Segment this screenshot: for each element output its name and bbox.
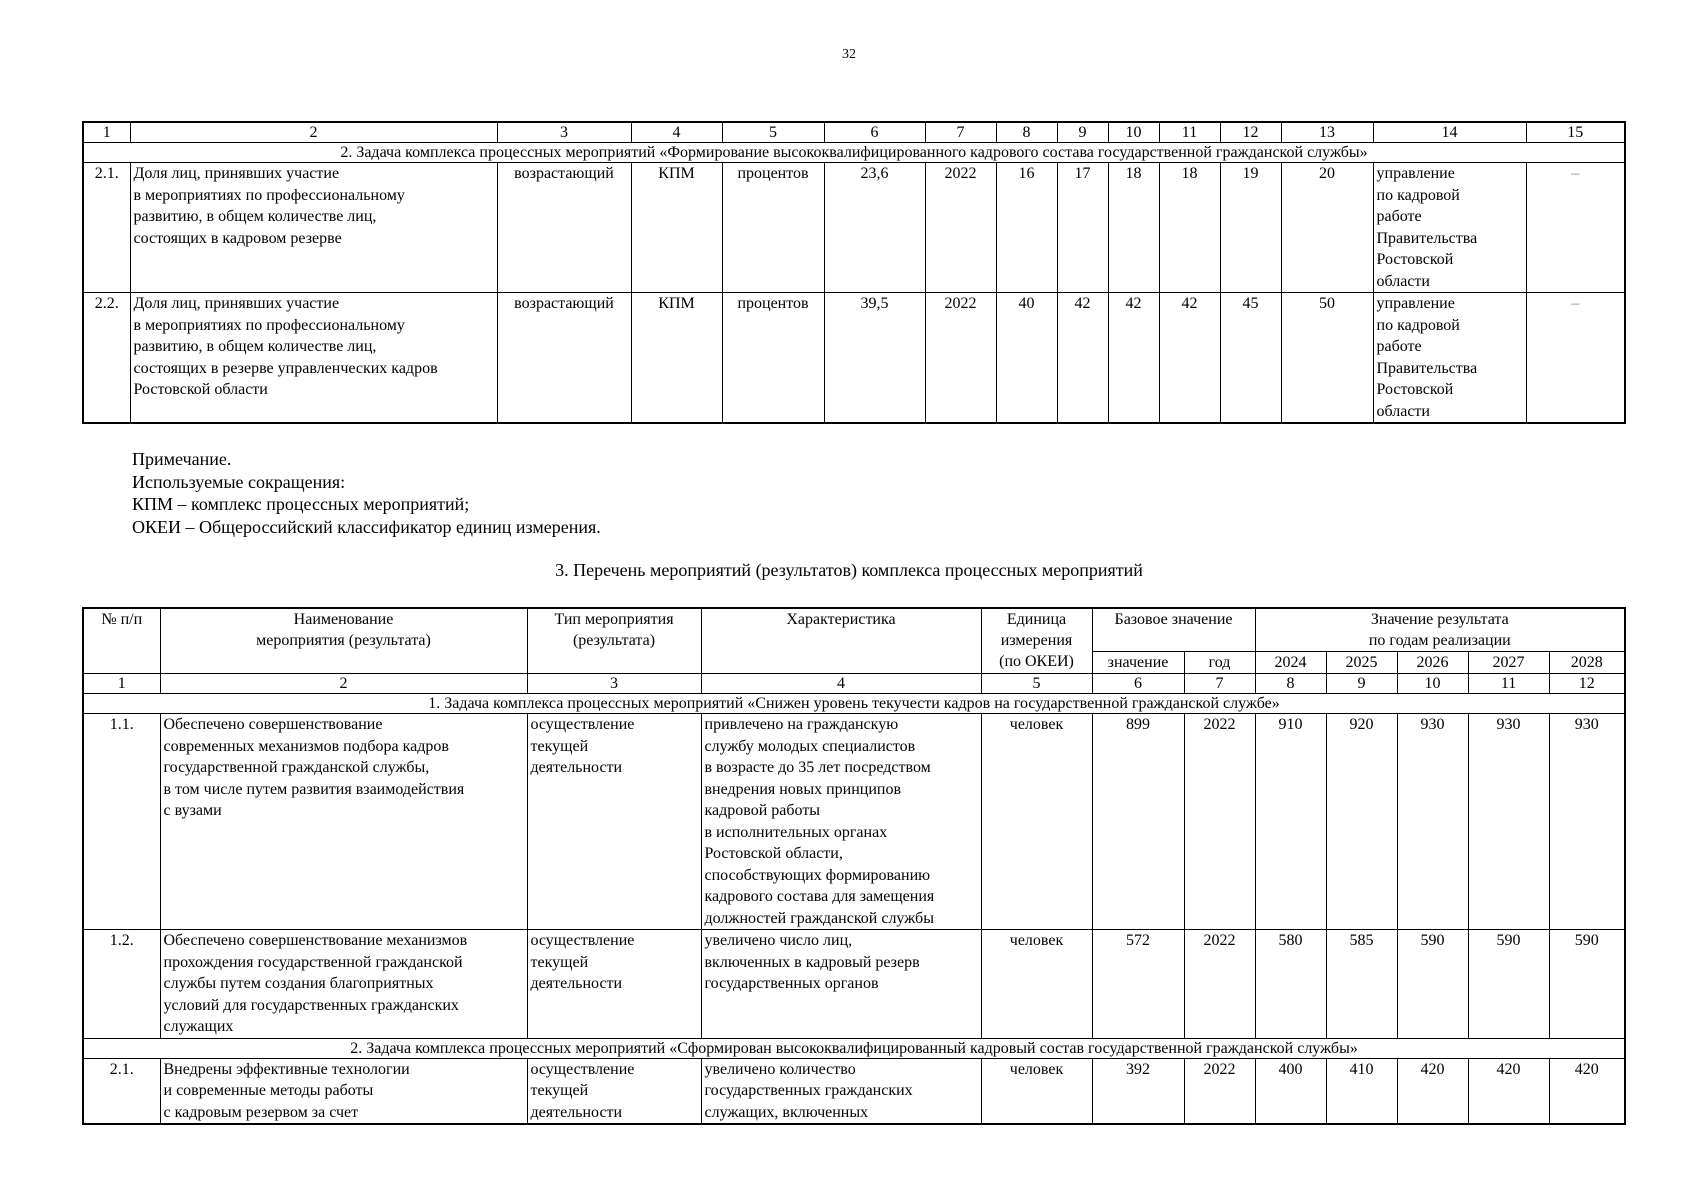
row-number: 2.1. — [83, 1058, 160, 1124]
base-value: 23,6 — [824, 163, 925, 293]
abbreviation-okei: ОКЕИ – Общероссийский классификатор единиц измерения. — [132, 516, 601, 537]
type: КПМ — [631, 163, 722, 293]
responsible: управление по кадровой работе Правительства Ростовской области — [1373, 163, 1526, 293]
column-15: – — [1526, 293, 1625, 424]
header-base: Базовое значение — [1092, 608, 1255, 652]
column-number: 10 — [1108, 122, 1159, 143]
table-row — [83, 163, 1625, 293]
value-2028: 420 — [1549, 1058, 1625, 1124]
value: 50 — [1281, 293, 1373, 424]
value: 42 — [1108, 293, 1159, 424]
column-number: 3 — [497, 122, 631, 143]
indicator-name: Доля лиц, принявших участие в мероприятиях по профессиональному развитию, в общем количестве лиц, состоящих в кадровом резерве — [130, 163, 497, 293]
header-year: 2028 — [1549, 652, 1625, 674]
column-number: 1 — [83, 122, 130, 143]
page-number: 32 — [842, 47, 856, 62]
activity-type: осуществление текущей деятельности — [527, 714, 701, 930]
header-characteristic: Характеристика — [701, 608, 981, 674]
abbreviation-kpm: КПМ – комплекс процессных мероприятий; — [132, 494, 470, 514]
value: 17 — [1057, 163, 1108, 293]
column-number: 6 — [824, 122, 925, 143]
table-row — [83, 1058, 1625, 1124]
header-base-value: значение — [1092, 652, 1184, 674]
activity-type: осуществление текущей деятельности — [527, 930, 701, 1039]
column-number: 13 — [1281, 122, 1373, 143]
indicator-name: Доля лиц, принявших участие в мероприятиях по профессиональному развитию, в общем количестве лиц, состоящих в резерве управленческих кадров Ростовской области — [130, 293, 497, 424]
header-unit: Единица измерения (по ОКЕИ) — [981, 608, 1092, 674]
header-type: Тип мероприятия (результата) — [527, 608, 701, 674]
unit: человек — [981, 714, 1092, 930]
header-year: 2025 — [1326, 652, 1397, 674]
value-2024: 910 — [1255, 714, 1326, 930]
unit: процентов — [722, 293, 824, 424]
base-year: 2022 — [1184, 714, 1255, 930]
column-number: 5 — [981, 674, 1092, 694]
value: 42 — [1159, 293, 1220, 424]
value-2028: 590 — [1549, 930, 1625, 1039]
table-row — [83, 293, 1625, 424]
base-year: 2022 — [1184, 1058, 1255, 1124]
value-2026: 420 — [1397, 1058, 1468, 1124]
base-value: 899 — [1092, 714, 1184, 930]
value: 45 — [1220, 293, 1281, 424]
value-2026: 930 — [1397, 714, 1468, 930]
column-number: 11 — [1159, 122, 1220, 143]
column-15: – — [1526, 163, 1625, 293]
value-2027: 420 — [1468, 1058, 1549, 1124]
base-value: 572 — [1092, 930, 1184, 1039]
column-number: 9 — [1057, 122, 1108, 143]
value: 40 — [996, 293, 1057, 424]
indicators-table — [82, 121, 1626, 424]
value-2027: 930 — [1468, 714, 1549, 930]
value-2028: 930 — [1549, 714, 1625, 930]
column-number: 1 — [83, 674, 160, 694]
task-heading-row — [83, 1038, 1625, 1058]
column-number: 10 — [1397, 674, 1468, 694]
column-number: 11 — [1468, 674, 1549, 694]
column-number: 12 — [1549, 674, 1625, 694]
characteristic: привлечено на гражданскую службу молодых специалистов в возрасте до 35 лет посредством внедрения новых принципов кадровой работы в исполнительных органах Ростовской области, способствующих формированию кадрового состава для замещения должностей гражданской службы — [701, 714, 981, 930]
task-heading: 2. Задача комплекса процессных мероприятий «Формирование высококвалифицированного кадрового состава государственной гражданской службы» — [83, 143, 1625, 163]
column-number: 7 — [1184, 674, 1255, 694]
type: КПМ — [631, 293, 722, 424]
column-number: 12 — [1220, 122, 1281, 143]
header-num: № п/п — [83, 608, 160, 674]
abbreviations-heading: Используемые сокращения: — [132, 471, 346, 492]
characteristic: увеличено количество государственных гражданских служащих, включенных — [701, 1058, 981, 1124]
header-year: 2026 — [1397, 652, 1468, 674]
dynamics: возрастающий — [497, 163, 631, 293]
header-year: 2024 — [1255, 652, 1326, 674]
column-number: 3 — [527, 674, 701, 694]
column-number: 8 — [996, 122, 1057, 143]
header-result: Значение результата по годам реализации — [1255, 608, 1625, 652]
value: 18 — [1108, 163, 1159, 293]
base-value: 39,5 — [824, 293, 925, 424]
characteristic: увеличено число лиц, включенных в кадровый резерв государственных органов — [701, 930, 981, 1039]
column-number: 14 — [1373, 122, 1526, 143]
value-2025: 585 — [1326, 930, 1397, 1039]
task-heading: 1. Задача комплекса процессных мероприятий «Снижен уровень текучести кадров на государственной гражданской службе» — [83, 694, 1625, 714]
responsible: управление по кадровой работе Правительства Ростовской области — [1373, 293, 1526, 424]
base-year: 2022 — [1184, 930, 1255, 1039]
column-number: 2 — [160, 674, 527, 694]
value-2025: 410 — [1326, 1058, 1397, 1124]
activity-type: осуществление текущей деятельности — [527, 1058, 701, 1124]
activities-table — [82, 607, 1626, 1125]
base-year: 2022 — [925, 293, 996, 424]
unit: человек — [981, 1058, 1092, 1124]
value: 42 — [1057, 293, 1108, 424]
section-title: 3. Перечень мероприятий (результатов) комплекса процессных мероприятий — [555, 560, 1143, 580]
row-number: 2.2. — [83, 293, 130, 424]
column-number: 5 — [722, 122, 824, 143]
activity-name: Обеспечено совершенствование механизмов прохождения государственной гражданской службы путем создания благоприятных условий для государственных гражданских служащих — [160, 930, 527, 1039]
value-2024: 400 — [1255, 1058, 1326, 1124]
task-heading-row — [83, 694, 1625, 714]
value-2025: 920 — [1326, 714, 1397, 930]
column-number-row — [83, 122, 1625, 143]
dynamics: возрастающий — [497, 293, 631, 424]
base-value: 392 — [1092, 1058, 1184, 1124]
column-number: 15 — [1526, 122, 1625, 143]
table-row — [83, 714, 1625, 930]
column-number: 4 — [631, 122, 722, 143]
note-block — [132, 448, 601, 538]
value: 16 — [996, 163, 1057, 293]
value-2024: 580 — [1255, 930, 1326, 1039]
activity-name: Обеспечено совершенствование современных механизмов подбора кадров государственной гражданской службы, в том числе путем развития взаимодействия с вузами — [160, 714, 527, 930]
unit: процентов — [722, 163, 824, 293]
value: 20 — [1281, 163, 1373, 293]
column-number: 9 — [1326, 674, 1397, 694]
header-name: Наименование мероприятия (результата) — [160, 608, 527, 674]
task-heading-row — [83, 143, 1625, 163]
note-title: Примечание. — [132, 449, 232, 469]
column-number: 8 — [1255, 674, 1326, 694]
task-heading: 2. Задача комплекса процессных мероприятий «Сформирован высококвалифицированный кадровый состав государственной гражданской службы» — [83, 1038, 1625, 1058]
column-number: 4 — [701, 674, 981, 694]
header-row — [83, 608, 1625, 652]
column-number-row — [83, 674, 1625, 694]
row-number: 1.2. — [83, 930, 160, 1039]
unit: человек — [981, 930, 1092, 1039]
value-2027: 590 — [1468, 930, 1549, 1039]
row-number: 2.1. — [83, 163, 130, 293]
header-year: 2027 — [1468, 652, 1549, 674]
value-2026: 590 — [1397, 930, 1468, 1039]
value: 18 — [1159, 163, 1220, 293]
row-number: 1.1. — [83, 714, 160, 930]
base-year: 2022 — [925, 163, 996, 293]
column-number: 2 — [130, 122, 497, 143]
table-row — [83, 930, 1625, 1039]
column-number: 6 — [1092, 674, 1184, 694]
value: 19 — [1220, 163, 1281, 293]
column-number: 7 — [925, 122, 996, 143]
activity-name: Внедрены эффективные технологии и современные методы работы с кадровым резервом за счет — [160, 1058, 527, 1124]
header-base-year: год — [1184, 652, 1255, 674]
